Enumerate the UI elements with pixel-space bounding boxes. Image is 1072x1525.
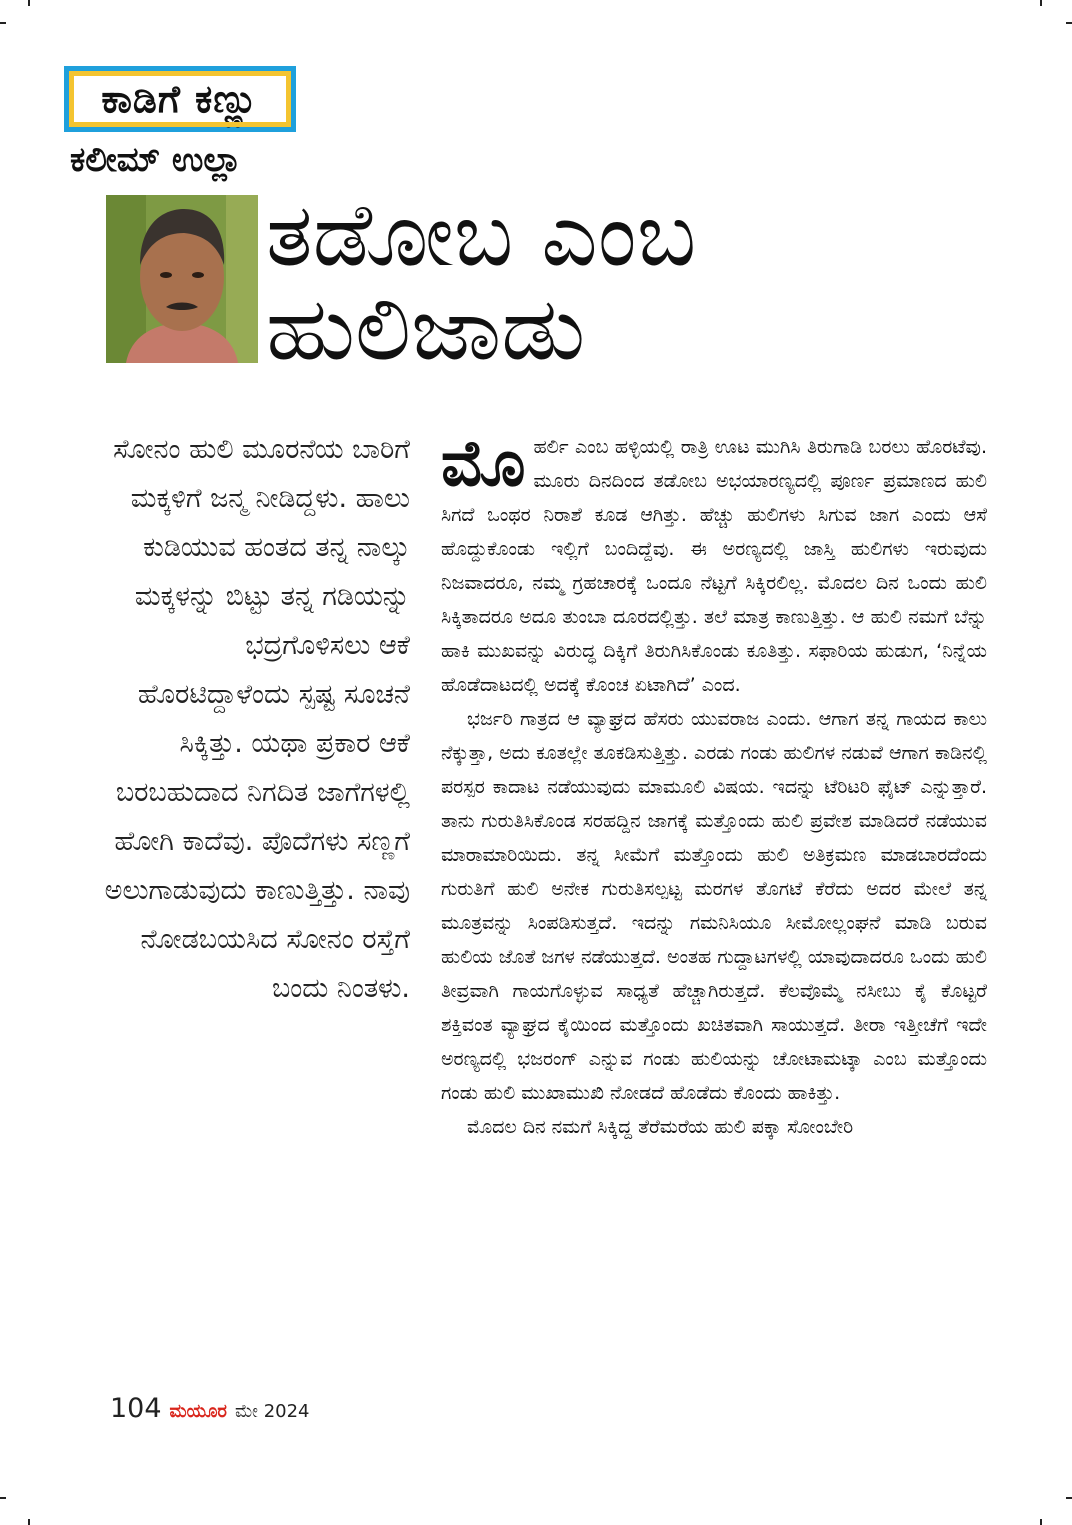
magazine-name: ಮಯೂರ [169, 1401, 227, 1422]
crop-mark-bottom-right-v [1040, 1519, 1042, 1525]
crop-mark-right [1066, 22, 1072, 24]
column-series-title: ಕಾಡಿಗೆ ಕಣ್ಣು [101, 76, 259, 121]
issue-date: ಮೇ 2024 [234, 1401, 310, 1422]
paragraph-3: ಮೊದಲ ದಿನ ನಮಗೆ ಸಿಕ್ಕಿದ್ದ ತೆರೆಮರೆಯ ಹುಲಿ ಪಕ್ಕಾ ಸೋಂಬೇರಿ [467, 1116, 854, 1138]
crop-mark-top-left [28, 0, 30, 6]
headline-line-2: ಹುಲಿಜಾಡು [266, 277, 586, 380]
author-photo [106, 195, 258, 363]
paragraph-1 [441, 427, 987, 702]
paragraph-2: ಭರ್ಜರಿ ಗಾತ್ರದ ಆ ವ್ಯಾಘ್ರದ ಹೆಸರು ಯುವರಾಜ ಎಂದು. ಆಗಾಗ ತನ್ನ ಗಾಯದ ಕಾಲು ನೆಕ್ಕುತ್ತಾ, ಅದು ಕೂತಲ್ಲೇ ತೂಕಡಿಸುತ್ತಿತ್ತು. ಎರಡು ಗಂಡು ಹುಲಿಗಳ ನಡುವೆ ಆಗಾಗ ಕಾಡಿನಲ್ಲಿ ಪರಸ್ಪರ ಕಾದಾಟ ನಡೆಯುವುದು ಮಾಮೂಲಿ ವಿಷಯ. ಇದನ್ನು ಟೆರಿಟರಿ ಫೈಟ್ ಎನ್ನುತ್ತಾರೆ. ತಾನು ಗುರುತಿಸಿಕೊಂಡ ಸರಹದ್ದಿನ ಜಾಗಕ್ಕೆ ಮತ್ತೊಂದು ಹುಲಿ ಪ್ರವೇಶ ಮಾಡಿದರೆ ನಡೆಯುವ ಮಾರಾಮಾರಿಯಿದು. ತನ್ನ ಸೀಮೆಗೆ ಮತ್ತೊಂದು ಹುಲಿ ಅತಿಕ್ರಮಣ ಮಾಡಬಾರದೆಂದು ಗುರುತಿಗೆ ಹುಲಿ ಅನೇಕ ಗುರುತಿಸಲ್ಪಟ್ಟ ಮರಗಳ ತೊಗಟೆ ಕೆರೆದು ಅದರ ಮೇಲೆ ತನ್ನ ಮೂತ್ರವನ್ನು ಸಿಂಪಡಿಸುತ್ತದೆ. ಇದನ್ನು ಗಮನಿಸಿಯೂ ಸೀಮೋಲ್ಲಂಘನೆ ಮಾಡಿ ಬರುವ ಹುಲಿಯ ಜೊತೆ ಜಗಳ ನಡೆಯುತ್ತದೆ. ಅಂತಹ ಗುದ್ದಾಟಗಳಲ್ಲಿ ಯಾವುದಾದರೂ ಒಂದು ಹುಲಿ ತೀವ್ರವಾಗಿ ಗಾಯಗೊಳ್ಳುವ ಸಾಧ್ಯತೆ ಹೆಚ್ಚಾಗಿರುತ್ತದೆ. ಕೆಲವೊಮ್ಮೆ ನಸೀಬು ಕೈ ಕೊಟ್ಟರೆ ಶಕ್ತಿವಂತ ವ್ಯಾಘ್ರದ ಕೈಯಿಂದ ಮತ್ತೊಂದು ಖಚಿತವಾಗಿ ಸಾಯುತ್ತದೆ. ತೀರಾ ಇತ್ತೀಚೆಗೆ ಇದೇ ಅರಣ್ಯದಲ್ಲಿ ಭಜರಂಗ್ ಎನ್ನುವ ಗಂಡು ಹುಲಿಯನ್ನು ಚೋಟಾಮಟ್ಕಾ ಎಂಬ ಮತ್ತೊಂದು ಗಂಡು ಹುಲಿ ಮುಖಾಮುಖಿ ನೋಡದೆ ಹೊಡೆದು ಕೊಂದು ಹಾಕಿತ್ತು. [441, 708, 987, 1104]
column-series-box [64, 66, 296, 132]
pull-quote: ಸೋನಂ ಹುಲಿ ಮೂರನೆಯ ಬಾರಿಗೆ ಮಕ್ಕಳಿಗೆ ಜನ್ಮ ನೀಡಿದ್ದಳು. ಹಾಲು ಕುಡಿಯುವ ಹಂತದ ತನ್ನ ನಾಲ್ಕು ಮಕ್ಕಳನ್ನು ಬಿಟ್ಟು ತನ್ನ ಗಡಿಯನ್ನು ಭದ್ರಗೊಳಿಸಲು ಆಕೆ ಹೊರಟಿದ್ದಾಳೆಂದು ಸ್ಪಷ್ಟ ಸೂಚನೆ ಸಿಕ್ಕಿತ್ತು. ಯಥಾ ಪ್ರಕಾರ ಆಕೆ ಬರಬಹುದಾದ ನಿಗದಿತ ಜಾಗೆಗಳಲ್ಲಿ ಹೋಗಿ ಕಾದೆವು. ಪೊದೆಗಳು ಸಣ್ಣಗೆ ಅಲುಗಾಡುವುದು ಕಾಣುತ್ತಿತ್ತು. ನಾವು ನೋಡಬಯಸಿದ ಸೋನಂ ರಸ್ತೆಗೆ ಬಂದು ನಿಂತಳು. [104, 434, 410, 1004]
article-body [441, 427, 987, 1144]
crop-mark-bottom-right [1066, 1497, 1072, 1499]
drop-cap: ಮೊ [441, 427, 526, 501]
crop-mark-top-right [1040, 0, 1042, 6]
crop-mark-bottom-left-v [28, 1519, 30, 1525]
page-footer [110, 1393, 310, 1424]
author-name: ಕಲೀಮ್ ಉಲ್ಲಾ [70, 140, 242, 180]
crop-mark-left [0, 22, 6, 24]
paragraph-1-text: ಹರ್ಲಿ ಎಂಬ ಹಳ್ಳಿಯಲ್ಲಿ ರಾತ್ರಿ ಊಟ ಮುಗಿಸಿ ತಿರುಗಾಡಿ ಬರಲು ಹೊರಟೆವು. ಮೂರು ದಿನದಿಂದ ತಡೋಬ ಅಭಯಾರಣ್ಯದಲ್ಲಿ ಪೂರ್ಣ ಪ್ರಮಾಣದ ಹುಲಿ ಸಿಗದೆ ಒಂಥರ ನಿರಾಶೆ ಕೂಡ ಆಗಿತ್ತು. ಹೆಚ್ಚು ಹುಲಿಗಳು ಸಿಗುವ ಜಾಗ ಎಂದು ಆಸೆ ಹೊದ್ದುಕೊಂಡು ಇಲ್ಲಿಗೆ ಬಂದಿದ್ದೆವು. ಈ ಅರಣ್ಯದಲ್ಲಿ ಜಾಸ್ತಿ ಹುಲಿಗಳು ಇರುವುದು ನಿಜವಾದರೂ, ನಮ್ಮ ಗ್ರಹಚಾರಕ್ಕೆ ಒಂದೂ ನೆಟ್ಟಗೆ ಸಿಕ್ಕಿರಲಿಲ್ಲ. ಮೊದಲ ದಿನ ಒಂದು ಹುಲಿ ಸಿಕ್ಕಿತಾದರೂ ಅದೂ ತುಂಬಾ ದೂರದಲ್ಲಿತ್ತು. ತಲೆ ಮಾತ್ರ ಕಾಣುತ್ತಿತ್ತು. ಆ ಹುಲಿ ನಮಗೆ ಬೆನ್ನು ಹಾಕಿ ಮುಖವನ್ನು ವಿರುದ್ಧ ದಿಕ್ಕಿಗೆ ತಿರುಗಿಸಿಕೊಂಡು ಕೂತಿತ್ತು. ಸಫಾರಿಯ ಹುಡುಗ, ‘ನಿನ್ನೆಯ ಹೊಡೆದಾಟದಲ್ಲಿ ಅದಕ್ಕೆ ಕೊಂಚ ಏಟಾಗಿದೆ’ ಎಂದ. [441, 436, 987, 696]
page-number: 104 [110, 1393, 162, 1424]
headline-line-1: ತಡೋಬ ಎಂಬ [266, 183, 697, 286]
crop-mark-bottom-left [0, 1497, 6, 1499]
article-headline [266, 183, 1056, 380]
